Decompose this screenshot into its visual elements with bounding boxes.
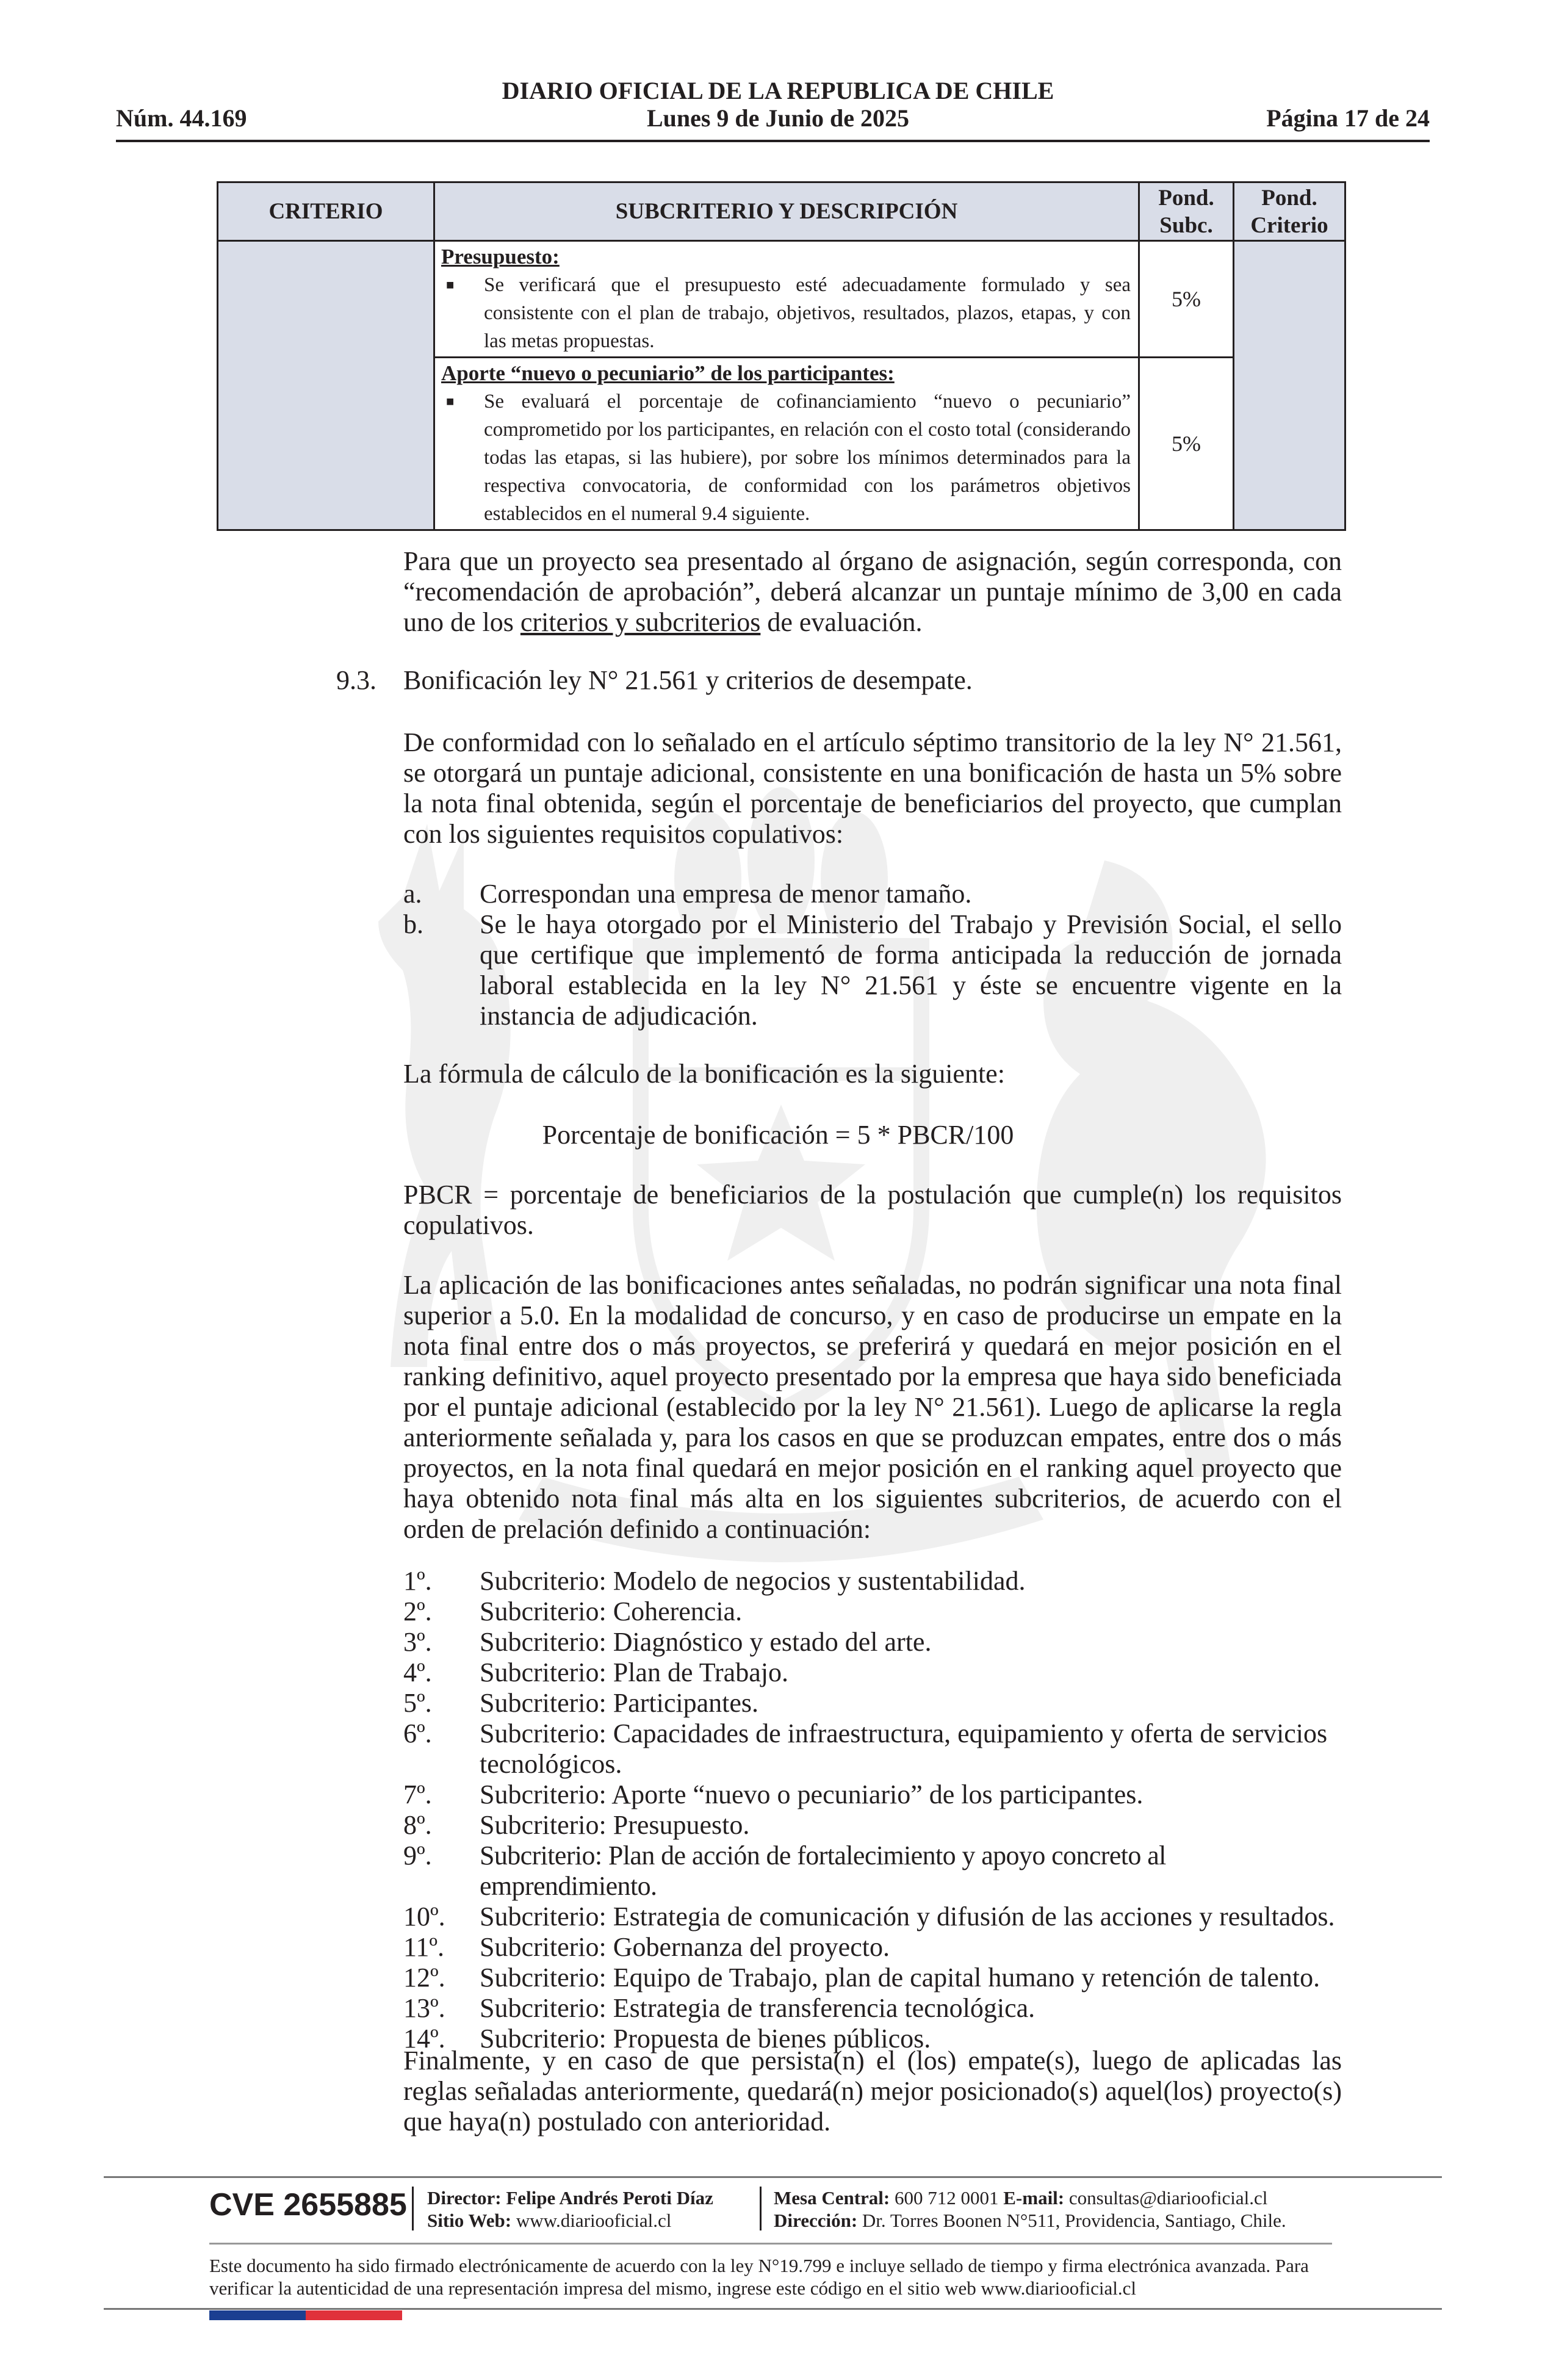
subcriterio-cell	[434, 241, 1139, 358]
cve-code: CVE 2655885	[209, 2187, 407, 2223]
list-item	[403, 1932, 1342, 1963]
signature-notice: Este documento ha sido firmado electrónicamente de acuerdo con la ley N°19.799 e incluye sellado de tiempo y firma electrónica avanzada. Para verificar la autenticidad de una representación impresa del mismo, ingrese este código en el sitio web www.diariooficial.cl	[209, 2255, 1309, 2299]
section-number: 9.3.	[336, 665, 376, 695]
list-marker: a.	[403, 879, 422, 909]
list-item-text: Correspondan una empresa de menor tamaño.	[480, 879, 972, 909]
list-item-text: Subcriterio: Estrategia de transferencia tecnológica.	[480, 1993, 1036, 2023]
list-item-text: Subcriterio: Aporte “nuevo o pecuniario” de los participantes.	[480, 1780, 1144, 1809]
list-item-text: Subcriterio: Equipo de Trabajo, plan de capital humano y retención de talento.	[480, 1963, 1320, 1992]
footer-contact-block	[774, 2187, 1286, 2232]
column-header-pond-criterio: Pond. Criterio	[1234, 182, 1345, 241]
list-marker: 13º.	[403, 1993, 445, 2023]
list-item	[403, 1627, 1342, 1657]
flag-stripe-blue	[209, 2310, 306, 2320]
director-name: Felipe Andrés Peroti Díaz	[506, 2187, 713, 2209]
email-label: E-mail:	[1003, 2187, 1065, 2209]
list-item	[403, 909, 1342, 1031]
pbcr-definition-paragraph: PBCR = porcentaje de beneficiarios de la postulación que cumple(n) los requisitos copulativos.	[403, 1180, 1342, 1240]
list-marker: 3º.	[403, 1627, 432, 1657]
list-marker: 10º.	[403, 1902, 445, 1931]
list-item-text: Subcriterio: Coherencia.	[480, 1596, 743, 1626]
footer-separator	[412, 2187, 414, 2230]
pond-subc-value: 5%	[1139, 241, 1234, 358]
mesa-phone: 600 712 0001	[895, 2187, 999, 2209]
footer-top-divider	[104, 2176, 1442, 2178]
threshold-paragraph	[403, 546, 1342, 638]
list-marker: 2º.	[403, 1596, 432, 1626]
list-marker: b.	[403, 909, 423, 939]
final-paragraph: Finalmente, y en caso de que persista(n) el (los) empate(s), luego de aplicadas las reglas señaladas anteriormente, quedará(n) mejor posicionado(s) aquel(los) proyecto(s) que haya(n) postulado con anterioridad.	[403, 2046, 1342, 2137]
table-row	[218, 241, 1345, 358]
list-item	[403, 1566, 1342, 1596]
subcriterio-cell	[434, 358, 1139, 530]
column-header-subcriterio: SUBCRITERIO Y DESCRIPCIÓN	[434, 182, 1139, 241]
list-marker: 4º.	[403, 1657, 432, 1687]
web-link[interactable]: www.diariooficial.cl	[516, 2210, 672, 2231]
direccion-value: Dr. Torres Boonen N°511, Providencia, Santiago, Chile.	[862, 2210, 1286, 2231]
criteria-link-text: criterios y subcriterios	[520, 607, 761, 637]
mesa-label: Mesa Central:	[774, 2187, 890, 2209]
list-item	[403, 1841, 1342, 1902]
list-item	[403, 1596, 1342, 1627]
list-marker: 11º.	[403, 1932, 445, 1962]
list-marker: 14º.	[403, 2024, 445, 2054]
list-marker: 1º.	[403, 1566, 432, 1596]
bullet-square-icon: ■	[446, 277, 455, 292]
bonus-formula: Porcentaje de bonificación = 5 * PBCR/100	[542, 1120, 1014, 1150]
list-item-text: Subcriterio: Capacidades de infraestructura, equipamiento y oferta de servicios tecnológicos.	[480, 1718, 1328, 1779]
list-item	[403, 1657, 1342, 1688]
threshold-text-end: de evaluación.	[760, 607, 923, 637]
footer-director-block	[427, 2187, 713, 2232]
web-label: Sitio Web:	[427, 2210, 512, 2231]
section-title: Bonificación ley N° 21.561 y criterios de desempate.	[403, 665, 973, 695]
list-item	[403, 1810, 1342, 1841]
list-marker: 7º.	[403, 1780, 432, 1809]
list-item-text: Subcriterio: Modelo de negocios y sustentabilidad.	[480, 1566, 1026, 1596]
list-item	[403, 1963, 1342, 1993]
list-item	[403, 1718, 1342, 1780]
footer-inner-divider	[209, 2243, 1332, 2245]
newspaper-title: DIARIO OFICIAL DE LA REPUBLICA DE CHILE	[502, 77, 1054, 104]
footer-bottom-divider	[104, 2308, 1442, 2310]
tiebreak-order-list	[403, 1566, 1342, 2054]
list-item	[403, 879, 1342, 909]
requirements-list	[403, 879, 1342, 1031]
bullet-square-icon: ■	[446, 394, 455, 409]
list-item-text: Subcriterio: Plan de acción de fortalecimiento y apoyo concreto al emprendimiento.	[480, 1841, 1166, 1901]
list-marker: 9º.	[403, 1841, 432, 1870]
issue-number: Núm. 44.169	[116, 104, 247, 132]
bonus-intro-paragraph: De conformidad con lo señalado en el artículo séptimo transitorio de la ley N° 21.561, se otorgará un puntaje adicional, consistente en una bonificación de hasta un 5% sobre la nota final obtenida, según el porcentaje de beneficiarios del proyecto, que cumplan con los siguientes requisitos copulativos:	[403, 727, 1342, 849]
list-item	[403, 1993, 1342, 2024]
criterio-cell	[218, 241, 434, 530]
column-header-criterio: CRITERIO	[218, 182, 434, 241]
list-marker: 6º.	[403, 1718, 432, 1748]
footer-separator	[760, 2187, 762, 2230]
subcriterio-title: Presupuesto:	[441, 245, 560, 269]
list-item-text: Subcriterio: Plan de Trabajo.	[480, 1657, 788, 1687]
list-item	[403, 1902, 1342, 1932]
list-item-text: Subcriterio: Presupuesto.	[480, 1810, 750, 1840]
page-number: Página 17 de 24	[1266, 104, 1430, 132]
list-item-text: Subcriterio: Estrategia de comunicación y difusión de las acciones y resultados.	[480, 1902, 1335, 1931]
list-item-text: Subcriterio: Gobernanza del proyecto.	[480, 1932, 890, 1962]
column-header-pond-subc: Pond. Subc.	[1139, 182, 1234, 241]
subcriterio-description: Se verificará que el presupuesto esté adecuadamente formulado y sea consistente con el plan de trabajo, objetivos, resultados, plazos, etapas, y con las metas propuestas.	[484, 274, 1131, 352]
threshold-text: Para que un proyecto sea presentado al órgano de asignación, según corresponda, con “recomendación de aprobación”, deberá alcanzar un puntaje mínimo de 3,00 en cada uno de los	[403, 546, 1342, 637]
subcriterio-description: Se evaluará el porcentaje de cofinanciamiento “nuevo o pecuniario” comprometido por los participantes, en relación con el costo total (considerando todas las etapas, si las hubiere), por sobre los mínimos determinados para la respectiva convocatoria, de conformidad con los parámetros objetivos establecidos en el numeral 9.4 siguiente.	[484, 391, 1131, 525]
header-divider	[116, 140, 1430, 142]
list-item	[403, 1780, 1342, 1810]
evaluation-criteria-table	[217, 181, 1346, 531]
list-item-text: Se le haya otorgado por el Ministerio del Trabajo y Previsión Social, el sello que certifique que implementó de forma anticipada la reducción de jornada laboral establecida en la ley N° 21.561 y éste se encuentre vigente en la instancia de adjudicación.	[480, 909, 1342, 1031]
flag-stripe-red	[306, 2310, 402, 2320]
table-header-row	[218, 182, 1345, 241]
director-label: Director:	[427, 2187, 502, 2209]
list-item-text: Subcriterio: Propuesta de bienes públicos.	[480, 2024, 931, 2054]
list-item	[403, 1688, 1342, 1718]
direccion-label: Dirección:	[774, 2210, 858, 2231]
pond-criterio-cell	[1234, 241, 1345, 530]
list-marker: 8º.	[403, 1810, 432, 1840]
subcriterio-title: Aporte “nuevo o pecuniario” de los participantes:	[441, 361, 895, 385]
email-link[interactable]: consultas@diariooficial.cl	[1068, 2187, 1268, 2209]
issue-date: Lunes 9 de Junio de 2025	[646, 104, 910, 132]
list-marker: 5º.	[403, 1688, 432, 1718]
list-item-text: Subcriterio: Diagnóstico y estado del arte.	[480, 1627, 932, 1657]
pond-subc-value: 5%	[1139, 358, 1234, 530]
formula-intro-paragraph: La fórmula de cálculo de la bonificación es la siguiente:	[403, 1059, 1005, 1089]
list-item-text: Subcriterio: Participantes.	[480, 1688, 758, 1718]
list-marker: 12º.	[403, 1963, 445, 1992]
section-heading	[336, 665, 973, 696]
tiebreak-paragraph: La aplicación de las bonificaciones antes señaladas, no podrán significar una nota final superior a 5.0. En la modalidad de concurso, y en caso de producirse un empate en la nota final entre dos o más proyectos, se preferirá y quedará en mejor posición en el ranking definitivo, aquel proyecto presentado por la empresa que haya sido beneficiada por el puntaje adicional (establecido por la ley N° 21.561). Luego de aplicarse la regla anteriormente señalada y, para los casos en que se produzcan empates, entre dos o más proyectos, en la nota final quedará en mejor posición en el ranking aquel proyecto que haya obtenido nota final más alta en los siguientes subcriterios, de acuerdo con el orden de prelación definido a continuación:	[403, 1270, 1342, 1544]
